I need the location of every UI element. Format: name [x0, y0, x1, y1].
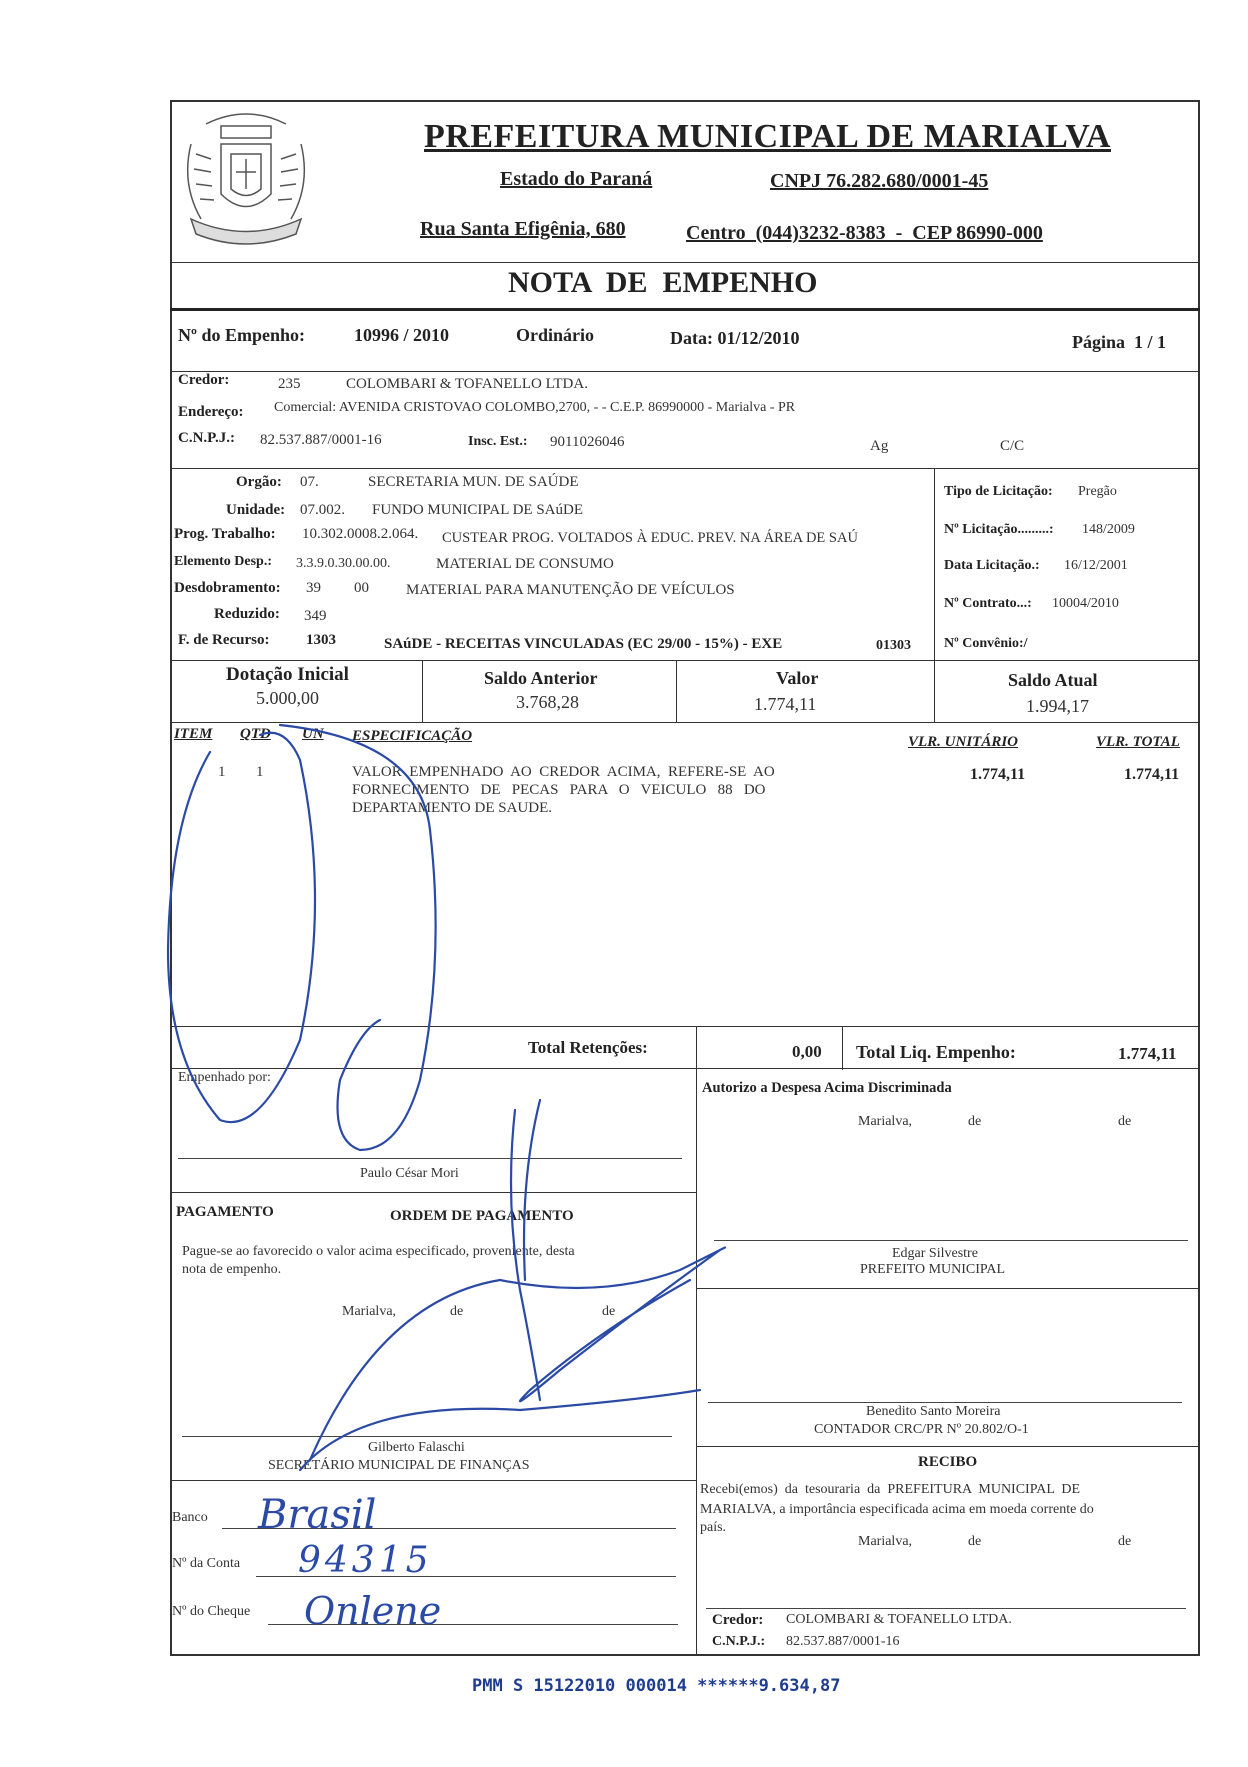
dotacao-label: Dotação Inicial [226, 664, 349, 685]
empenhado-por-label: Empenhado por: [178, 1070, 271, 1085]
unidade-name: FUNDO MUNICIPAL DE SAúDE [372, 502, 583, 518]
recibo-city: Marialva, [858, 1534, 913, 1549]
contador-role: CONTADOR CRC/PR Nº 20.802/O-1 [814, 1422, 1029, 1437]
autorizo-de2: de [1118, 1114, 1132, 1129]
autorizo-city: Marialva, [858, 1114, 913, 1129]
credor-name: COLOMBARI & TOFANELLO LTDA. [346, 376, 588, 392]
banco-handwriting: Brasil [258, 1492, 377, 1538]
ordem-pagamento-label: ORDEM DE PAGAMENTO [390, 1208, 574, 1224]
orgao-name: SECRETARIA MUN. DE SAÚDE [368, 474, 579, 490]
col-item: ITEM [174, 726, 213, 742]
header-cnpj: CNPJ 76.282.680/0001-45 [770, 170, 989, 192]
recibo-de2: de [1118, 1534, 1132, 1549]
convenio-label: Nº Convênio:/ [944, 636, 1028, 651]
prog-code: 10.302.0008.2.064. [302, 526, 419, 542]
tipo-licitacao: Pregão [1078, 484, 1117, 499]
conta-label: Nº da Conta [172, 1556, 241, 1571]
empenho-type: Ordinário [516, 325, 595, 345]
address-value: Comercial: AVENIDA CRISTOVAO COLOMBO,2700, - - C.E.P. 86990000 - Marialva - PR [274, 400, 796, 415]
empenho-number: 10996 / 2010 [354, 325, 450, 345]
total-liq-value: 1.774,11 [1118, 1044, 1177, 1063]
cc-label: C/C [1000, 438, 1025, 454]
col-qtd: QTD [240, 726, 271, 742]
recurso-label: F. de Recurso: [178, 632, 270, 648]
pagamento-de2: de [602, 1304, 616, 1319]
item-qtd: 1 [256, 764, 264, 780]
credor-cnpj: 82.537.887/0001-16 [260, 432, 382, 448]
prog-label: Prog. Trabalho: [174, 526, 276, 542]
reduzido-value: 349 [304, 608, 327, 624]
cheque-handwriting: Onlene [304, 1589, 442, 1633]
pagamento-de1: de [450, 1304, 464, 1319]
contador-name: Benedito Santo Moreira [866, 1404, 1001, 1419]
ag-label: Ag [870, 438, 889, 454]
insc-value: 9011026046 [550, 434, 625, 450]
saldo-anterior-label: Saldo Anterior [484, 668, 598, 688]
saldo-anterior-value: 3.768,28 [516, 692, 579, 712]
secretario-role: SECRETÁRIO MUNICIPAL DE FINANÇAS [268, 1458, 530, 1473]
item-desc-line1: VALOR EMPENHADO AO CREDOR ACIMA, REFERE-SE AO [352, 764, 775, 780]
secretario-name: Gilberto Falaschi [368, 1440, 465, 1455]
data-licitacao: 16/12/2001 [1064, 558, 1128, 573]
desdobramento-name: MATERIAL PARA MANUTENÇÃO DE VEÍCULOS [406, 582, 735, 598]
recibo-cnpj: 82.537.887/0001-16 [786, 1634, 900, 1649]
desdobramento-a: 39 [306, 580, 321, 596]
saldo-atual-value: 1.994,17 [1026, 696, 1089, 716]
autorizo-de1: de [968, 1114, 982, 1129]
unidade-code: 07.002. [300, 502, 345, 518]
contrato-label: Nº Contrato...: [944, 596, 1032, 611]
recibo-credor: COLOMBARI & TOFANELLO LTDA. [786, 1612, 1012, 1627]
elemento-label: Elemento Desp.: [174, 554, 272, 569]
recurso-num: 01303 [876, 638, 911, 653]
header-street: Rua Santa Efigênia, 680 [420, 218, 626, 240]
header-title: PREFEITURA MUNICIPAL DE MARIALVA [424, 118, 1111, 155]
num-licitacao: 148/2009 [1082, 522, 1135, 537]
conta-handwriting: 94315 [298, 1540, 433, 1581]
empenhado-signer: Paulo César Mori [360, 1166, 459, 1181]
contrato-value: 10004/2010 [1052, 596, 1119, 611]
recibo-text-line3: país. [700, 1520, 727, 1535]
data-licitacao-label: Data Licitação.: [944, 558, 1040, 573]
item-total-value: 1.774,11 [1124, 766, 1180, 783]
recibo-text-line1: Recebi(emos) da tesouraria da PREFEITURA MUNICIPAL DE [700, 1482, 1081, 1497]
col-especificacao: ESPECIFICAÇÃO [352, 728, 473, 744]
pagamento-text-line2: nota de empenho. [182, 1262, 282, 1277]
valor-value: 1.774,11 [754, 694, 817, 714]
item-desc-line2: FORNECIMENTO DE PECAS PARA O VEICULO 88 DO [352, 782, 766, 798]
recibo-cnpj-label: C.N.P.J.: [712, 1634, 766, 1649]
orgao-code: 07. [300, 474, 319, 490]
recurso-name: SAúDE - RECEITAS VINCULADAS (EC 29/00 - 15%) - EXE [384, 636, 783, 652]
item-number: 1 [218, 764, 226, 780]
cheque-label: Nº do Cheque [172, 1604, 251, 1619]
credor-label: Credor: [178, 372, 230, 388]
elemento-name: MATERIAL DE CONSUMO [436, 556, 614, 572]
autorizo-label: Autorizo a Despesa Acima Discriminada [702, 1080, 952, 1096]
tipo-licitacao-label: Tipo de Licitação: [944, 484, 1053, 499]
recibo-label: RECIBO [918, 1454, 978, 1470]
elemento-code: 3.3.9.0.30.00.00. [296, 556, 391, 571]
desdobramento-label: Desdobramento: [174, 580, 281, 596]
valor-label: Valor [776, 668, 819, 688]
total-retencoes-value: 0,00 [792, 1042, 822, 1061]
reduzido-label: Reduzido: [214, 606, 280, 622]
orgao-label: Orgão: [236, 474, 282, 490]
authentication-stamp: PMM S 15122010 000014 ******9.634,87 [472, 1676, 841, 1696]
address-label: Endereço: [178, 404, 244, 420]
empenho-number-label: Nº do Empenho: [178, 325, 305, 345]
num-licitacao-label: Nº Licitação.........: [944, 522, 1054, 537]
banco-label: Banco [172, 1510, 208, 1525]
unidade-label: Unidade: [226, 502, 286, 518]
pagamento-label: PAGAMENTO [176, 1204, 274, 1220]
empenho-date: Data: 01/12/2010 [670, 328, 800, 348]
prefeito-name: Edgar Silvestre [892, 1246, 978, 1261]
credor-code: 235 [278, 376, 301, 392]
col-vlr-unitario: VLR. UNITÁRIO [908, 734, 1019, 750]
saldo-atual-label: Saldo Atual [1008, 670, 1098, 690]
desdobramento-b: 00 [354, 580, 369, 596]
recibo-de1: de [968, 1534, 982, 1549]
credor-cnpj-label: C.N.P.J.: [178, 430, 235, 446]
total-liq-label: Total Liq. Empenho: [856, 1042, 1016, 1062]
item-desc-line3: DEPARTAMENTO DE SAUDE. [352, 800, 552, 816]
pagamento-city: Marialva, [342, 1304, 397, 1319]
dotacao-value: 5.000,00 [256, 688, 319, 708]
doc-title: NOTA DE EMPENHO [508, 266, 818, 299]
col-un: UN [302, 726, 324, 742]
insc-label: Insc. Est.: [468, 434, 528, 449]
empenho-page: Página 1 / 1 [1072, 332, 1167, 352]
prefeito-role: PREFEITO MUNICIPAL [860, 1262, 1006, 1277]
recurso-code: 1303 [306, 632, 336, 648]
recibo-credor-label: Credor: [712, 1612, 764, 1628]
prog-name: CUSTEAR PROG. VOLTADOS À EDUC. PREV. NA ÁREA DE SAÚ [442, 530, 858, 546]
header-contact: Centro (044)3232-8383 - CEP 86990-000 [686, 222, 1043, 244]
recibo-text-line2: MARIALVA, a importância especificada acima em moeda corrente do [700, 1502, 1094, 1517]
col-vlr-total: VLR. TOTAL [1096, 734, 1180, 750]
pagamento-text-line1: Pague-se ao favorecido o valor acima especificado, proveniente, desta [182, 1244, 575, 1259]
total-retencoes-label: Total Retenções: [528, 1038, 648, 1057]
item-unit-value: 1.774,11 [970, 766, 1026, 783]
header-state: Estado do Paraná [500, 168, 653, 190]
